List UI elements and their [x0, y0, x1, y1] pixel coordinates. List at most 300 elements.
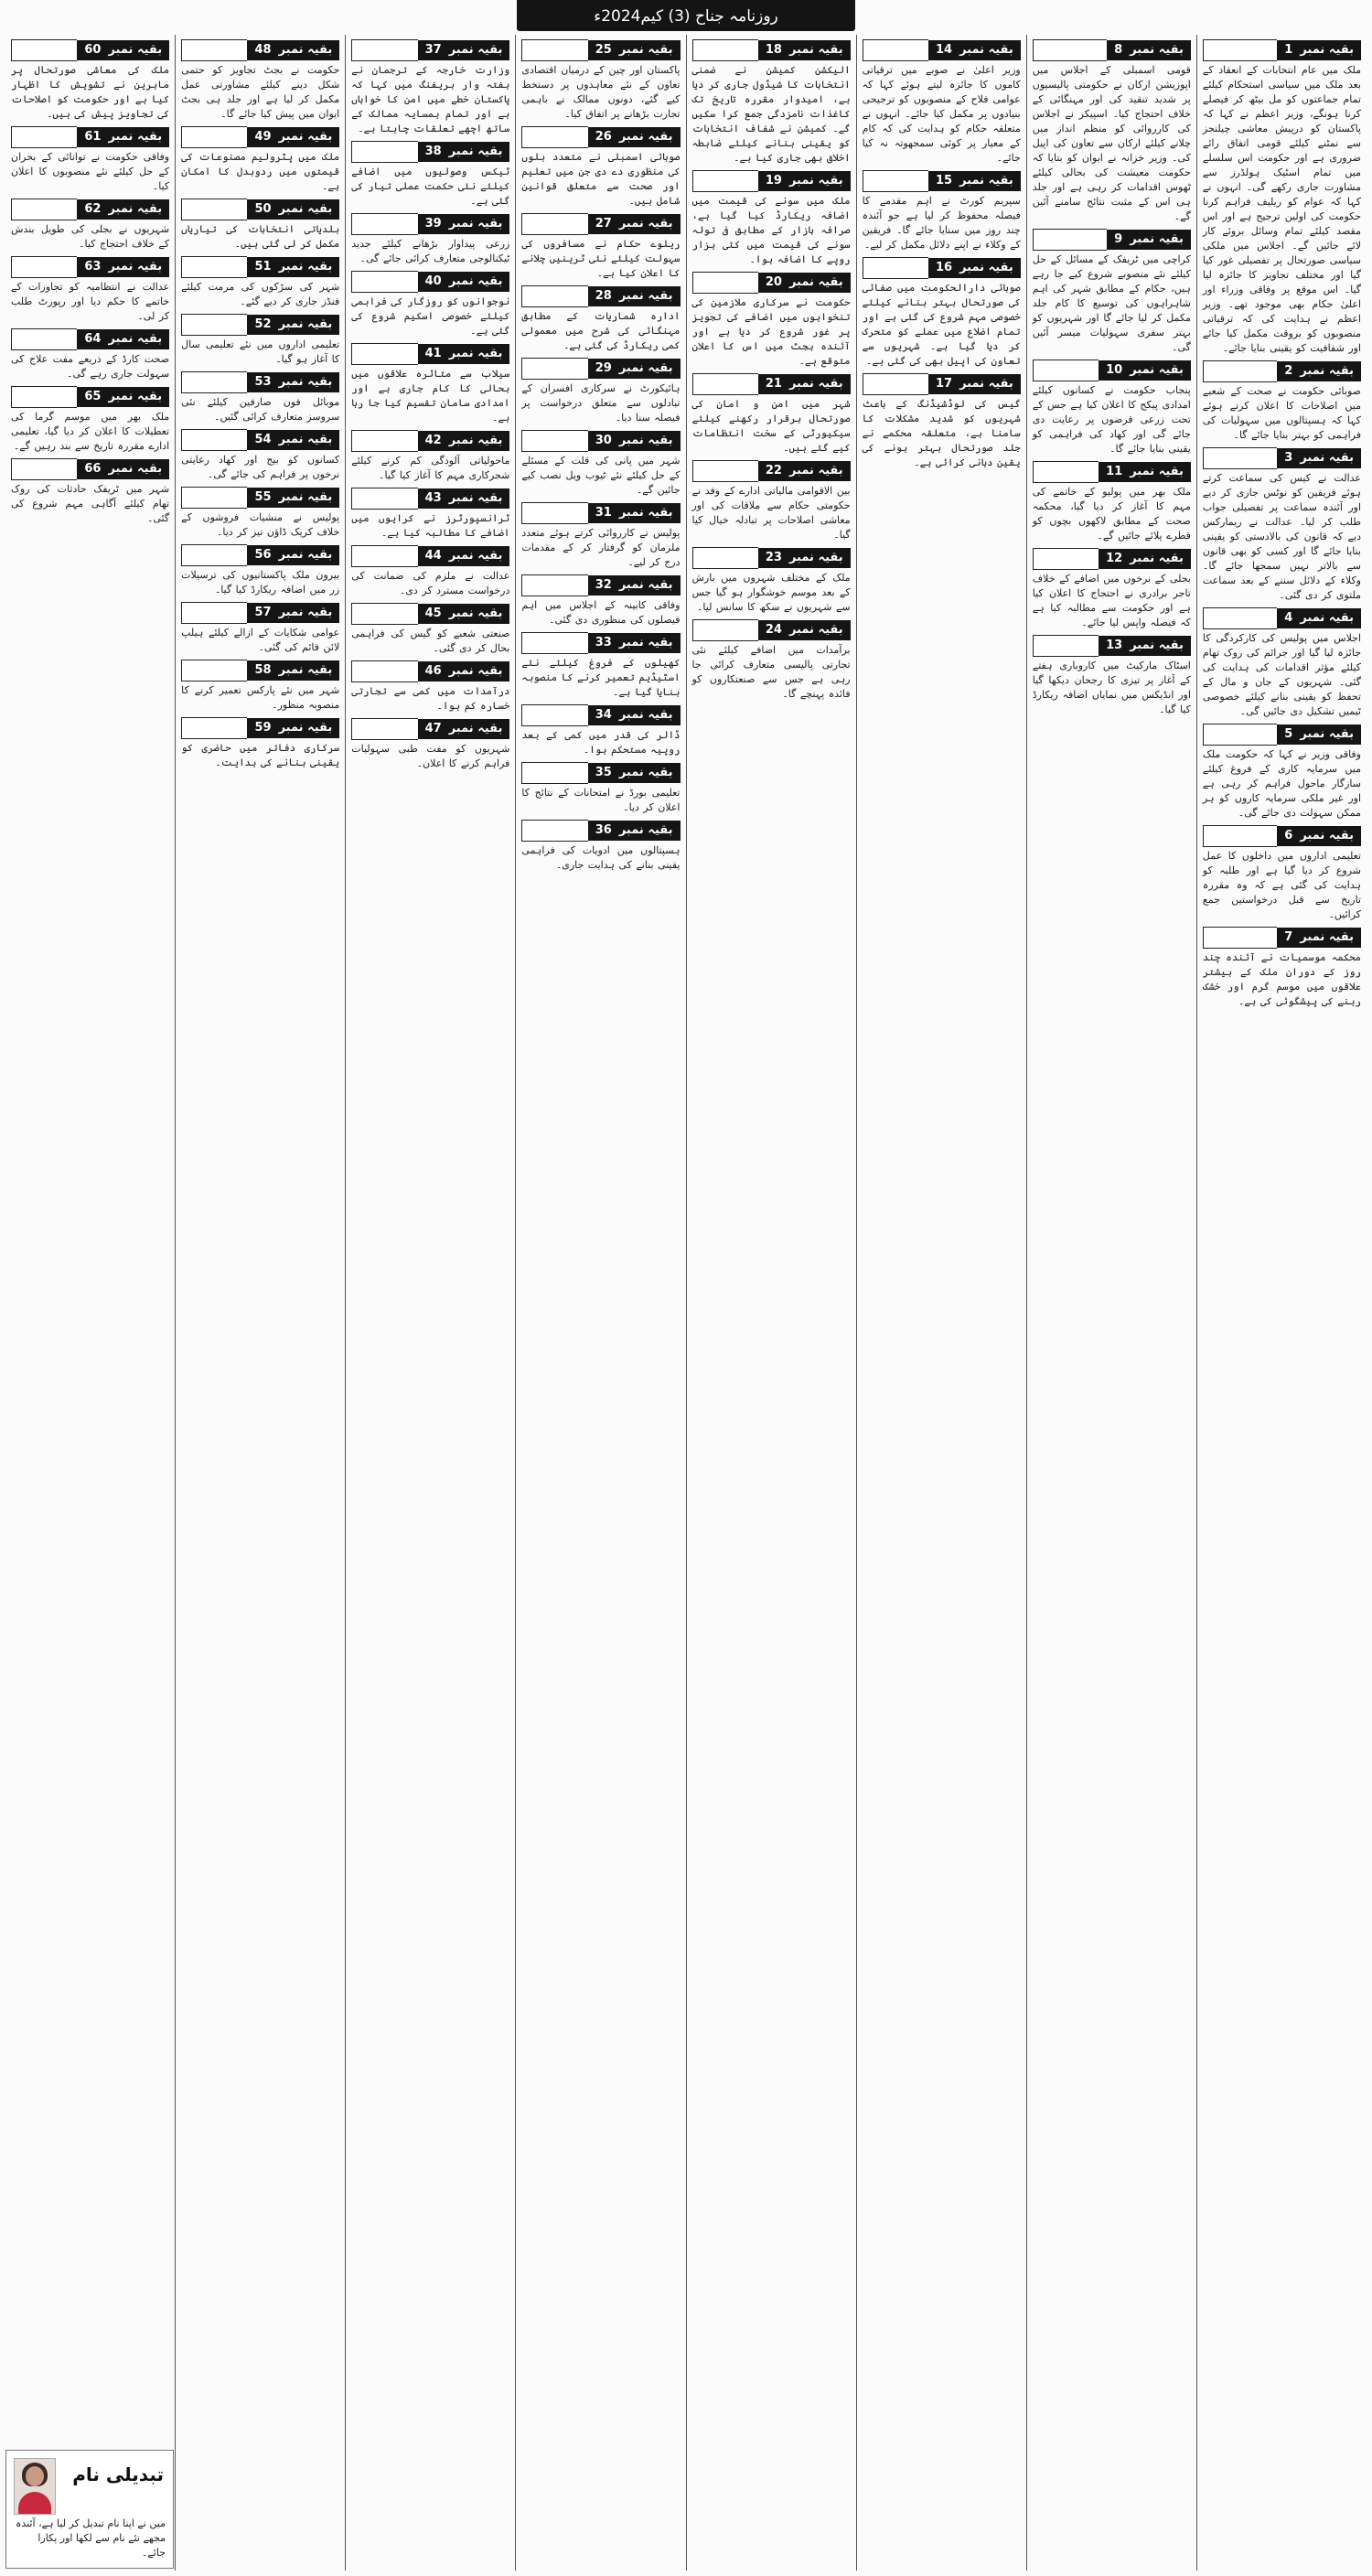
continuation-label: بقیہ نمبر — [782, 171, 851, 191]
continuation-block — [11, 387, 169, 454]
continuation-block — [11, 329, 169, 381]
continuation-number: 45 — [424, 606, 442, 620]
continuation-label: بقیہ نمبر — [101, 199, 169, 220]
continuation-header — [351, 719, 509, 739]
continuation-text: سیلاب سے متاثرہ علاقوں میں بحالی کا کام جاری ہے اور امدادی سامان تقسیم کیا جا رہا ہے۔ — [351, 368, 510, 424]
continuation-label: بقیہ نمبر — [272, 430, 340, 450]
continuation-text: کراچی میں ٹریفک کے مسائل کے حل کیلئے نئے منصوبے شروع کیے جا رہے ہیں، حکام کے مطابق شہر کی اہم شاہراہوں کی توسیع کا کام جلد مکمل کر لیا جائے گا اور شہریوں کو بہتر سفری سہولیات میسر آئیں گی۔ — [1032, 253, 1191, 353]
continuation-number: 64 — [84, 332, 102, 346]
continuation-block — [692, 461, 851, 542]
continuation-block — [181, 488, 339, 540]
notice-title: تبدیلی نام — [72, 2463, 164, 2485]
continuation-header — [692, 374, 851, 394]
continuation-number: 57 — [254, 606, 272, 619]
continuation-label: بقیہ نمبر — [272, 257, 340, 277]
continuation-header — [692, 273, 851, 293]
continuation-label: بقیہ نمبر — [952, 258, 1021, 278]
continuation-label: بقیہ نمبر — [1292, 40, 1361, 60]
continuation-header — [11, 329, 169, 349]
continuation-label: بقیہ نمبر — [442, 488, 510, 509]
continuation-label: بقیہ نمبر — [272, 199, 340, 220]
continuation-number: 12 — [1106, 552, 1123, 565]
continuation-header — [1203, 608, 1361, 628]
continuation-text: ملک کے مختلف شہروں میں بارش کے بعد موسم خوشگوار ہو گیا جس سے شہریوں نے سکھ کا سانس لیا۔ — [691, 572, 851, 613]
continuation-text: ملک میں سونے کی قیمت میں اضافہ ریکارڈ کیا گیا ہے، صرافہ بازار کے مطابق فی تولہ سونے کی قیمت میں کئی ہزار روپے کا اضافہ ہوا۔ — [691, 195, 851, 265]
continuation-block — [692, 374, 851, 456]
continuation-number: 7 — [1284, 930, 1293, 944]
news-column-7 — [175, 35, 345, 2571]
continuation-number: 3 — [1284, 451, 1293, 465]
continuation-header — [521, 705, 680, 725]
continuation-number: 51 — [254, 260, 272, 274]
continuation-text: نوجوانوں کو روزگار کی فراہمی کیلئے خصوصی اسکیم شروع کی گئی ہے۔ — [351, 295, 510, 337]
continuation-number: 5 — [1284, 727, 1293, 741]
continuation-text: گیس کی لوڈشیڈنگ کے باعث شہریوں کو شدید مشکلات کا سامنا ہے، متعلقہ محکمے نے جلد صورتحال بہتر ہونے کی یقین دہانی کرائی ہے۔ — [862, 398, 1021, 468]
continuation-number: 62 — [84, 202, 102, 216]
news-column-4 — [686, 35, 856, 2571]
continuation-header — [351, 604, 509, 624]
continuation-text: موبائل فون صارفین کیلئے نئی سروسز متعارف کرائی گئیں۔ — [181, 396, 340, 423]
continuation-number: 63 — [84, 260, 102, 274]
news-columns — [5, 35, 1367, 2571]
continuation-number: 32 — [595, 578, 612, 592]
continuation-number: 20 — [765, 275, 782, 289]
continuation-block — [521, 575, 680, 628]
continuation-header — [181, 603, 339, 623]
continuation-label: بقیہ نمبر — [272, 127, 340, 147]
continuation-number: 1 — [1284, 43, 1293, 57]
continuation-text: حکومت نے بجٹ تجاویز کو حتمی شکل دینے کیلئے مشاورتی عمل مکمل کر لیا ہے اور جلد ہی بجٹ ایوان میں پیش کیا جائے گا۔ — [181, 64, 340, 120]
continuation-header — [1203, 928, 1361, 948]
continuation-block — [521, 763, 680, 815]
continuation-block — [521, 40, 680, 122]
continuation-number: 59 — [254, 721, 272, 735]
continuation-header — [181, 127, 339, 147]
continuation-label: بقیہ نمبر — [442, 719, 510, 739]
continuation-number: 52 — [254, 317, 272, 331]
continuation-text: عدالت نے کیس کی سماعت کرتے ہوئے فریقین کو نوٹس جاری کر دیے اور آئندہ سماعت پر تفصیلی جواب طلب کر لیا۔ عدالت نے ریمارکس دیے کہ قانون کی بالادستی کو یقینی بنایا جائے گا اور کسی کو بھی قانون سے بالاتر نہیں سمجھا جائے گا۔ وکلاء کے دلائل سننے کے بعد سماعت ملتوی کر دی گئی۔ — [1202, 472, 1361, 601]
continuation-text: صنعتی شعبے کو گیس کی فراہمی بحال کر دی گئی۔ — [351, 628, 510, 654]
continuation-label: بقیہ نمبر — [1292, 826, 1361, 846]
continuation-label: بقیہ نمبر — [782, 40, 851, 60]
continuation-header — [1033, 549, 1191, 569]
continuation-label: بقیہ نمبر — [101, 329, 169, 349]
continuation-block — [181, 315, 339, 367]
continuation-number: 22 — [765, 464, 782, 478]
continuation-number: 25 — [595, 43, 612, 57]
continuation-text: اجلاس میں پولیس کی کارکردگی کا جائزہ لیا گیا اور جرائم کی روک تھام کیلئے مؤثر اقدامات کی ہدایت کی گئی۔ شہریوں کے جان و مال کے تحفظ کو یقینی بنانے کیلئے خصوصی ٹیمیں تشکیل دی جائیں گی۔ — [1202, 632, 1361, 717]
continuation-label: بقیہ نمبر — [952, 374, 1021, 394]
continuation-number: 15 — [935, 174, 953, 188]
continuation-block — [181, 545, 339, 597]
continuation-label: بقیہ نمبر — [101, 387, 169, 407]
continuation-text: سپریم کورٹ نے اہم مقدمے کا فیصلہ محفوظ کر لیا ہے جو آئندہ چند روز میں سنایا جائے گا۔ فریقین کے وکلاء نے اپنے دلائل مکمل کر لیے۔ — [862, 195, 1021, 251]
continuation-block — [181, 718, 339, 770]
continuation-label: بقیہ نمبر — [272, 315, 340, 335]
continuation-number: 58 — [254, 663, 272, 677]
continuation-label: بقیہ نمبر — [442, 604, 510, 624]
continuation-label: بقیہ نمبر — [612, 503, 681, 523]
continuation-block — [181, 40, 339, 122]
continuation-label: بقیہ نمبر — [1292, 608, 1361, 628]
continuation-text: برآمدات میں اضافے کیلئے نئی تجارتی پالیسی متعارف کرائی جا رہی ہے جس سے صنعتکاروں کو فائدہ پہنچے گا۔ — [691, 644, 851, 700]
continuation-number: 40 — [424, 274, 442, 288]
continuation-number: 61 — [84, 130, 102, 144]
continuation-label: بقیہ نمبر — [782, 620, 851, 640]
continuation-block — [521, 503, 680, 570]
continuation-header — [521, 431, 680, 451]
continuation-text: شہریوں نے بجلی کی طویل بندش کے خلاف احتجاج کیا۔ — [11, 223, 170, 250]
continuation-text: صوبائی حکومت نے صحت کے شعبے میں اصلاحات کا اعلان کرتے ہوئے کہا کہ ہسپتالوں میں سہولیات کی فراہمی کو بہتر بنایا جائے گا۔ — [1202, 385, 1361, 441]
news-column-2 — [1026, 35, 1196, 2571]
continuation-header — [351, 661, 509, 682]
continuation-number: 47 — [424, 722, 442, 735]
continuation-header — [521, 821, 680, 841]
continuation-text: حکومت نے سرکاری ملازمین کی تنخواہوں میں اضافے کی تجویز پر غور شروع کر دیا ہے اور آئندہ بجٹ میں اس کا اعلان متوقع ہے۔ — [691, 296, 851, 367]
continuation-number: 36 — [595, 823, 612, 837]
continuation-header — [11, 257, 169, 277]
continuation-block — [1203, 608, 1361, 719]
continuation-text: ملک میں پٹرولیم مصنوعات کی قیمتوں میں ردوبدل کا امکان ہے۔ — [181, 151, 340, 192]
continuation-text: سرکاری دفاتر میں حاضری کو یقینی بنانے کی ہدایت۔ — [181, 742, 340, 768]
continuation-text: شہر میں پانی کی قلت کے مسئلے کے حل کیلئے نئے ٹیوب ویل نصب کیے جائیں گے۔ — [521, 455, 681, 496]
continuation-text: کسانوں کو بیج اور کھاد رعایتی نرخوں پر فراہم کی جائے گی۔ — [181, 454, 340, 480]
continuation-text: عدالت نے ملزم کی ضمانت کی درخواست مسترد کر دی۔ — [351, 570, 510, 596]
continuation-number: 11 — [1106, 465, 1123, 478]
continuation-header — [692, 548, 851, 568]
continuation-block — [521, 431, 680, 498]
continuation-block — [351, 431, 509, 483]
continuation-block — [521, 821, 680, 873]
continuation-header — [181, 315, 339, 335]
continuation-number: 29 — [595, 361, 612, 375]
continuation-block — [692, 40, 851, 166]
continuation-block — [351, 546, 509, 598]
continuation-number: 28 — [595, 289, 612, 303]
continuation-block — [351, 488, 509, 541]
news-column-1 — [1196, 35, 1367, 2571]
continuation-header — [863, 40, 1021, 60]
continuation-number: 30 — [595, 434, 612, 447]
continuation-header — [351, 142, 509, 162]
continuation-block — [692, 171, 851, 267]
continuation-block — [351, 142, 509, 209]
continuation-text: بیرون ملک پاکستانیوں کی ترسیلات زر میں اضافہ ریکارڈ کیا گیا۔ — [181, 569, 340, 596]
continuation-block — [1033, 40, 1191, 224]
continuation-number: 23 — [765, 551, 782, 564]
continuation-label: بقیہ نمبر — [101, 40, 169, 60]
continuation-header — [1203, 448, 1361, 468]
continuation-block — [863, 374, 1021, 470]
continuation-text: پولیس نے منشیات فروشوں کے خلاف کریک ڈاؤن تیز کر دیا۔ — [181, 511, 340, 538]
continuation-block — [181, 660, 339, 713]
continuation-label: بقیہ نمبر — [1122, 230, 1191, 250]
continuation-label: بقیہ نمبر — [272, 488, 340, 508]
continuation-number: 42 — [424, 434, 442, 447]
continuation-number: 10 — [1106, 363, 1123, 377]
continuation-text: بلدیاتی انتخابات کی تیاریاں مکمل کر لی گئی ہیں۔ — [181, 223, 340, 250]
continuation-block — [351, 40, 509, 136]
news-column-3 — [856, 35, 1026, 2571]
continuation-header — [692, 171, 851, 191]
continuation-text: پنجاب حکومت نے کسانوں کیلئے امدادی پیکج کا اعلان کیا ہے جس کے تحت زرعی قرضوں پر رعایت دی جائے گی اور کھاد کی فراہمی کو یقینی بنایا جائے گا۔ — [1032, 384, 1191, 455]
continuation-label: بقیہ نمبر — [612, 214, 681, 234]
continuation-number: 39 — [424, 217, 442, 231]
continuation-number: 13 — [1106, 639, 1123, 652]
continuation-block — [11, 257, 169, 324]
continuation-number: 2 — [1284, 364, 1293, 378]
continuation-block — [181, 127, 339, 194]
continuation-label: بقیہ نمبر — [612, 359, 681, 379]
continuation-label: بقیہ نمبر — [442, 661, 510, 682]
continuation-number: 9 — [1114, 232, 1123, 246]
continuation-number: 60 — [84, 43, 102, 57]
continuation-block — [1033, 360, 1191, 456]
continuation-number: 26 — [595, 130, 612, 144]
continuation-number: 38 — [424, 145, 442, 158]
continuation-block — [181, 257, 339, 309]
continuation-number: 55 — [254, 490, 272, 504]
continuation-label: بقیہ نمبر — [272, 372, 340, 392]
continuation-text: عدالت نے انتظامیہ کو تجاوزات کے خاتمے کا حکم دیا اور رپورٹ طلب کر لی۔ — [11, 281, 170, 322]
continuation-text: ملک کی معاشی صورتحال پر ماہرین نے تشویش کا اظہار کیا ہے اور حکومت کو اصلاحات کی تجاویز پیش کی ہیں۔ — [11, 64, 170, 120]
newspaper-masthead — [517, 0, 855, 31]
continuation-number: 17 — [935, 377, 953, 391]
continuation-header — [181, 718, 339, 738]
continuation-label: بقیہ نمبر — [101, 127, 169, 147]
continuation-header — [521, 40, 680, 60]
continuation-block — [181, 199, 339, 252]
continuation-block — [1033, 549, 1191, 630]
continuation-block — [351, 344, 509, 425]
continuation-label: بقیہ نمبر — [1122, 40, 1191, 60]
continuation-text: تعلیمی اداروں میں نئے تعلیمی سال کا آغاز ہو گیا۔ — [181, 338, 340, 365]
name-change-notice — [5, 2450, 174, 2569]
continuation-text: وزارت خارجہ کے ترجمان نے ہفتہ وار بریفنگ میں کہا کہ پاکستان خطے میں امن کا خواہاں ہے اور تمام ہمسایہ ممالک کے ساتھ اچھے تعلقات چاہتا ہے۔ — [351, 64, 510, 134]
continuation-number: 48 — [254, 43, 272, 57]
continuation-label: بقیہ نمبر — [612, 821, 681, 841]
continuation-text: ماحولیاتی آلودگی کم کرنے کیلئے شجرکاری مہم کا آغاز کیا گیا۔ — [351, 455, 510, 481]
continuation-block — [521, 286, 680, 353]
continuation-header — [521, 633, 680, 653]
continuation-number: 27 — [595, 217, 612, 231]
continuation-label: بقیہ نمبر — [952, 171, 1021, 191]
continuation-number: 54 — [254, 433, 272, 446]
continuation-header — [181, 199, 339, 220]
continuation-block — [1033, 230, 1191, 355]
news-column-5 — [515, 35, 685, 2571]
continuation-label: بقیہ نمبر — [782, 374, 851, 394]
continuation-text: ہائیکورٹ نے سرکاری افسران کے تبادلوں سے متعلق درخواست پر فیصلہ سنا دیا۔ — [521, 382, 681, 424]
continuation-header — [521, 575, 680, 596]
continuation-header — [351, 272, 509, 292]
continuation-block — [351, 214, 509, 266]
continuation-text: قومی اسمبلی کے اجلاس میں اپوزیشن ارکان نے حکومتی پالیسیوں پر شدید تنقید کی اور مہنگائی کے خلاف احتجاج کیا۔ اسپیکر نے اجلاس کی کارروائی کو منظم انداز میں چلانے کیلئے ارکان سے تعاون کی اپیل کی۔ وزیر خزانہ نے ایوان کو بتایا کہ حکومت معیشت کی بحالی کیلئے ٹھوس اقدامات کر رہی ہے اور جلد ہی اس کے مثبت نتائج سامنے آئیں گے۔ — [1032, 64, 1191, 222]
continuation-block — [521, 359, 680, 425]
continuation-label: بقیہ نمبر — [272, 718, 340, 738]
continuation-header — [11, 40, 169, 60]
continuation-label: بقیہ نمبر — [1122, 549, 1191, 569]
continuation-label: بقیہ نمبر — [442, 344, 510, 364]
continuation-header — [181, 257, 339, 277]
continuation-text: وفاقی وزیر نے کہا کہ حکومت ملک میں سرمایہ کاری کے فروغ کیلئے سازگار ماحول فراہم کر رہی ہے اور غیر ملکی سرمایہ کاروں کو ہر ممکن سہولت دی جائے گی۔ — [1202, 748, 1361, 819]
continuation-label: بقیہ نمبر — [442, 40, 510, 60]
continuation-block — [521, 214, 680, 281]
continuation-label: بقیہ نمبر — [612, 40, 681, 60]
continuation-number: 49 — [254, 130, 272, 144]
continuation-text: ملک میں عام انتخابات کے انعقاد کے بعد ملک میں سیاسی استحکام کیلئے تمام جماعتوں کو مل بیٹھ کر فیصلے کرنا ہونگے، وزیر اعظم نے کہا کہ پاکستان کو درپیش معاشی چیلنجز سے نمٹنے کیلئے قومی اتفاق رائے ضروری ہے اور حکومت اس سلسلے میں تمام اسٹیک ہولڈرز سے مشاورت جاری رکھے گی۔ انہوں نے کہا کہ عوام کو ریلیف فراہم کرنا حکومت کی اولین ترجیح ہے اور اس مقصد کیلئے تمام وسائل بروئے کار لائے جائیں گے۔ اجلاس میں ملکی سیاسی صورتحال پر تفصیلی غور کیا گیا اور مختلف تجاویز کا جائزہ لیا گیا۔ اس موقع پر وفاقی وزراء اور اعلیٰ حکام بھی موجود تھے۔ وزیر اعظم نے ہدایت کی کہ ترقیاتی منصوبوں کو بروقت مکمل کیا جائے اور شفافیت کو یقینی بنایا جائے۔ — [1202, 64, 1361, 354]
continuation-text: درآمدات میں کمی سے تجارتی خسارہ کم ہوا۔ — [351, 685, 510, 712]
continuation-label: بقیہ نمبر — [612, 705, 681, 725]
continuation-label: بقیہ نمبر — [442, 272, 510, 292]
continuation-header — [1203, 826, 1361, 846]
continuation-number: 35 — [595, 766, 612, 779]
continuation-block — [863, 171, 1021, 252]
continuation-block — [1033, 636, 1191, 717]
continuation-label: بقیہ نمبر — [1292, 724, 1361, 745]
continuation-text: ریلوے حکام نے مسافروں کی سہولت کیلئے نئی ٹرینیں چلانے کا اعلان کیا ہے۔ — [521, 238, 681, 279]
continuation-block — [181, 430, 339, 482]
continuation-number: 56 — [254, 548, 272, 562]
continuation-header — [692, 461, 851, 481]
continuation-header — [521, 127, 680, 147]
continuation-block — [1203, 361, 1361, 443]
continuation-block — [351, 272, 509, 338]
continuation-block — [181, 603, 339, 655]
continuation-text: پولیس نے کارروائی کرتے ہوئے متعدد ملزمان کو گرفتار کر کے مقدمات درج کر لیے۔ — [521, 527, 681, 568]
continuation-number: 37 — [424, 43, 442, 57]
continuation-label: بقیہ نمبر — [442, 142, 510, 162]
continuation-block — [351, 604, 509, 656]
continuation-header — [351, 344, 509, 364]
continuation-text: شہر میں امن و امان کی صورتحال برقرار رکھنے کیلئے سیکیورٹی کے سخت انتظامات کیے گئے ہیں۔ — [691, 398, 851, 454]
continuation-header — [11, 387, 169, 407]
continuation-text: الیکشن کمیشن نے ضمنی انتخابات کا شیڈول جاری کر دیا ہے، امیدوار مقررہ تاریخ تک کاغذات نامزدگی جمع کرا سکیں گے۔ کمیشن نے شفاف انتخابات کو یقینی بنانے کیلئے ضابطہ اخلاق بھی جاری کیا ہے۔ — [691, 64, 851, 164]
continuation-block — [692, 620, 851, 702]
continuation-text: شہر میں ٹریفک حادثات کی روک تھام کیلئے آگاہی مہم شروع کی گئی۔ — [11, 483, 170, 524]
continuation-text: شہریوں کو مفت طبی سہولیات فراہم کرنے کا اعلان۔ — [351, 743, 510, 769]
continuation-label: بقیہ نمبر — [442, 546, 510, 566]
continuation-label: بقیہ نمبر — [1122, 462, 1191, 482]
continuation-block — [11, 40, 169, 122]
continuation-label: بقیہ نمبر — [1122, 636, 1191, 656]
continuation-header — [181, 488, 339, 508]
continuation-header — [521, 286, 680, 306]
continuation-header — [1033, 462, 1191, 482]
continuation-block — [521, 633, 680, 700]
continuation-label: بقیہ نمبر — [101, 459, 169, 479]
continuation-number: 19 — [765, 174, 782, 188]
continuation-label: بقیہ نمبر — [612, 633, 681, 653]
continuation-header — [863, 258, 1021, 278]
continuation-text: تعلیمی بورڈ نے امتحانات کے نتائج کا اعلان کر دیا۔ — [521, 787, 681, 813]
continuation-block — [1203, 928, 1361, 1009]
continuation-text: شہر میں نئے پارکس تعمیر کرنے کا منصوبہ منظور۔ — [181, 684, 340, 711]
continuation-text: ملک بھر میں موسم گرما کی تعطیلات کا اعلان کر دیا گیا، تعلیمی ادارے مقررہ تاریخ سے بند رہیں گے۔ — [11, 411, 170, 452]
portrait-photo — [14, 2458, 56, 2515]
continuation-label: بقیہ نمبر — [1292, 361, 1361, 381]
continuation-text: زرعی پیداوار بڑھانے کیلئے جدید ٹیکنالوجی متعارف کرائی جائے گی۔ — [351, 238, 510, 264]
continuation-header — [11, 199, 169, 220]
continuation-text: ہسپتالوں میں ادویات کی فراہمی یقینی بنانے کی ہدایت جاری۔ — [521, 844, 681, 871]
continuation-text: محکمہ موسمیات نے آئندہ چند روز کے دوران ملک کے بیشتر علاقوں میں موسم گرم اور خشک رہنے کی پیشگوئی کی ہے۔ — [1202, 951, 1361, 1007]
notice-body: میں نے اپنا نام تبدیل کر لیا ہے، آئندہ مجھے نئے نام سے لکھا اور پکارا جائے۔ — [15, 2517, 166, 2559]
continuation-number: 6 — [1284, 829, 1293, 843]
continuation-block — [521, 705, 680, 757]
continuation-label: بقیہ نمبر — [782, 548, 851, 568]
continuation-text: اسٹاک مارکیٹ میں کاروباری ہفتے کے آغاز پر تیزی کا رجحان دیکھا گیا اور انڈیکس میں نمایاں اضافہ ریکارڈ کیا گیا۔ — [1032, 660, 1191, 715]
continuation-label: بقیہ نمبر — [272, 545, 340, 565]
continuation-block — [11, 459, 169, 526]
continuation-label: بقیہ نمبر — [612, 127, 681, 147]
continuation-label: بقیہ نمبر — [782, 273, 851, 293]
continuation-label: بقیہ نمبر — [101, 257, 169, 277]
continuation-block — [1203, 448, 1361, 603]
continuation-block — [351, 719, 509, 771]
continuation-number: 21 — [765, 377, 782, 391]
continuation-number: 66 — [84, 462, 102, 476]
continuation-label: بقیہ نمبر — [612, 575, 681, 596]
news-column-6 — [345, 35, 515, 2571]
continuation-header — [1203, 40, 1361, 60]
continuation-block — [181, 372, 339, 424]
continuation-header — [11, 459, 169, 479]
continuation-header — [692, 40, 851, 60]
continuation-block — [692, 273, 851, 369]
continuation-block — [11, 199, 169, 252]
continuation-block — [863, 258, 1021, 369]
continuation-label: بقیہ نمبر — [1292, 448, 1361, 468]
continuation-number: 50 — [254, 202, 272, 216]
continuation-header — [351, 488, 509, 509]
continuation-label: بقیہ نمبر — [272, 660, 340, 681]
continuation-header — [1033, 360, 1191, 381]
continuation-header — [1203, 724, 1361, 745]
continuation-header — [351, 40, 509, 60]
continuation-label: بقیہ نمبر — [612, 431, 681, 451]
continuation-header — [692, 620, 851, 640]
continuation-label: بقیہ نمبر — [952, 40, 1021, 60]
continuation-number: 31 — [595, 506, 612, 520]
continuation-number: 44 — [424, 549, 442, 563]
continuation-header — [351, 546, 509, 566]
continuation-label: بقیہ نمبر — [272, 603, 340, 623]
continuation-header — [521, 763, 680, 783]
continuation-header — [1033, 230, 1191, 250]
masthead-title: روزنامہ جناح (3) کیم2024ء — [594, 6, 778, 26]
continuation-text: پاکستان اور چین کے درمیان اقتصادی تعاون کے نئے معاہدوں پر دستخط کیے گئے، دونوں ممالک نے باہمی تجارت بڑھانے پر اتفاق کیا۔ — [521, 64, 681, 120]
continuation-block — [351, 661, 509, 714]
continuation-number: 34 — [595, 708, 612, 722]
continuation-label: بقیہ نمبر — [1292, 928, 1361, 948]
continuation-block — [1033, 462, 1191, 543]
continuation-text: ملک بھر میں پولیو کے خاتمے کی مہم کا آغاز کر دیا گیا، محکمہ صحت کے مطابق لاکھوں بچوں کو قطرے پلائے جائیں گے۔ — [1032, 486, 1191, 542]
continuation-header — [351, 431, 509, 451]
continuation-header — [521, 503, 680, 523]
continuation-text: وزیر اعلیٰ نے صوبے میں ترقیاتی کاموں کا جائزہ لیتے ہوئے کہا کہ عوامی فلاح کے منصوبوں کو ترجیحی بنیادوں پر مکمل کیا جائے۔ انہوں نے متعلقہ حکام کو ہدایت کی کہ کام کے معیار پر کوئی سمجھوتہ نہ کیا جائے۔ — [862, 64, 1021, 164]
continuation-label: بقیہ نمبر — [782, 461, 851, 481]
continuation-header — [351, 214, 509, 234]
continuation-header — [11, 127, 169, 147]
continuation-header — [521, 214, 680, 234]
continuation-number: 18 — [765, 43, 782, 57]
continuation-block — [692, 548, 851, 615]
continuation-number: 4 — [1284, 611, 1293, 625]
continuation-label: بقیہ نمبر — [612, 286, 681, 306]
continuation-text: شہر کی سڑکوں کی مرمت کیلئے فنڈز جاری کر دیے گئے۔ — [181, 281, 340, 307]
continuation-header — [181, 40, 339, 60]
continuation-text: ادارہ شماریات کے مطابق مہنگائی کی شرح میں معمولی کمی ریکارڈ کی گئی ہے۔ — [521, 310, 681, 351]
